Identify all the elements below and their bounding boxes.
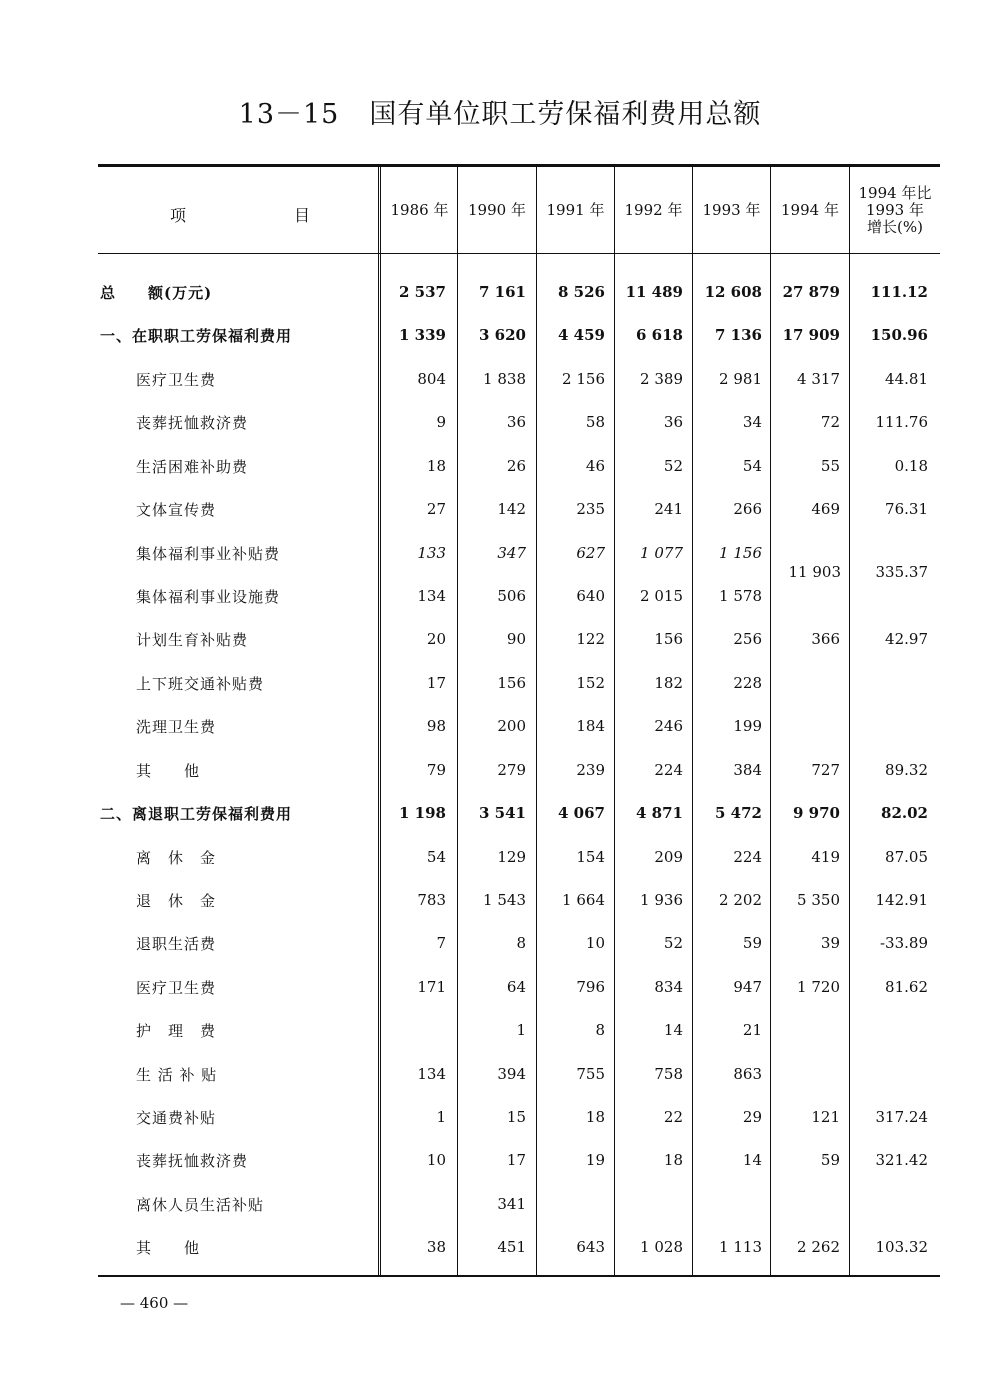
table-row (98, 541, 940, 565)
header-growth (850, 167, 940, 253)
table-cell: 321.42 (875, 1151, 928, 1169)
table-cell: 98 (426, 717, 446, 735)
header-year-1990: 1990 年 (468, 200, 526, 219)
table-cell: 22 (663, 1108, 683, 1126)
row-label: 集体福利事业补贴费 (136, 545, 281, 563)
table-cell: 39 (820, 934, 840, 952)
table-cell: 54 (742, 457, 762, 475)
table-cell: 10 (426, 1151, 446, 1169)
table-row (98, 888, 940, 912)
table-title: 国有单位职工劳保福利费用总额 (369, 99, 762, 130)
row-label: 医疗卫生费 (136, 371, 217, 389)
table-cell: 36 (663, 413, 683, 431)
table-cell: 863 (733, 1065, 762, 1083)
table-row (98, 845, 940, 869)
row-label: 其 他 (136, 762, 201, 780)
page-number: — 460 — (120, 1294, 189, 1312)
row-label: 生 活 补 贴 (136, 1066, 218, 1084)
row-label: 医疗卫生费 (136, 979, 217, 997)
table-cell: 58 (585, 413, 605, 431)
row-label: 丧葬抚恤救济费 (136, 414, 249, 432)
table-cell: 1 113 (719, 1238, 762, 1256)
table-cell: 129 (497, 848, 526, 866)
table-cell: 1 578 (719, 587, 762, 605)
table-cell: 156 (654, 630, 683, 648)
table-cell: 9 970 (793, 804, 840, 822)
table-cell: 727 (811, 761, 840, 779)
row-label: 文体宣传费 (136, 501, 217, 519)
table-cell: 783 (417, 891, 446, 909)
table-row (98, 627, 940, 651)
table-cell: 8 (516, 934, 526, 952)
page-title (0, 92, 1000, 131)
table-cell: 171 (417, 978, 446, 996)
table-cell: 36 (506, 413, 526, 431)
table-row (98, 975, 940, 999)
table-cell: 133 (417, 544, 446, 562)
table-cell: 224 (733, 848, 762, 866)
table-cell: 755 (576, 1065, 605, 1083)
table-cell: 256 (733, 630, 762, 648)
header-item-right: 目 (294, 206, 311, 225)
row-label: 洗理卫生费 (136, 718, 217, 736)
table-cell: 4 317 (797, 370, 840, 388)
table-cell: 182 (654, 674, 683, 692)
table-cell: 239 (576, 761, 605, 779)
table-cell: 1 (516, 1021, 526, 1039)
table-cell: 52 (663, 457, 683, 475)
row-label: 离 休 金 (136, 849, 217, 867)
table-cell: 81.62 (885, 978, 928, 996)
table-cell: 4 067 (558, 804, 605, 822)
table-cell: 15 (506, 1108, 526, 1126)
table-cell: 27 879 (782, 283, 840, 301)
table-cell: 14 (742, 1151, 762, 1169)
table-cell: 209 (654, 848, 683, 866)
table-cell: 20 (426, 630, 446, 648)
table-cell: 121 (811, 1108, 840, 1126)
table-cell: 154 (576, 848, 605, 866)
table-cell: 76.31 (885, 500, 928, 518)
table-cell: 72 (820, 413, 840, 431)
table-cell: 184 (576, 717, 605, 735)
table-cell: 87.05 (885, 848, 928, 866)
table-cell: 241 (654, 500, 683, 518)
table-cell: 4 871 (636, 804, 683, 822)
table-cell: 59 (820, 1151, 840, 1169)
row-label: 交通费补贴 (136, 1109, 217, 1127)
table-cell: 947 (733, 978, 762, 996)
table-row (98, 280, 940, 304)
table-cell: 42.97 (885, 630, 928, 648)
table-row (98, 454, 940, 478)
table-cell: 5 472 (715, 804, 762, 822)
table-cell: 1 543 (483, 891, 526, 909)
table-row (98, 1062, 940, 1086)
table-row (98, 931, 940, 955)
table-cell: 82.02 (881, 804, 928, 822)
table-cell: 18 (426, 457, 446, 475)
table-row (98, 410, 940, 434)
table-cell: 103.32 (875, 1238, 928, 1256)
table-cell: 2 537 (399, 283, 446, 301)
table-cell: 150.96 (870, 326, 928, 344)
table-cell: 1 (436, 1108, 446, 1126)
merged-value-1994: 11 903 (788, 563, 841, 581)
table-cell: 341 (497, 1195, 526, 1213)
table-cell: 2 015 (640, 587, 683, 605)
table-row (98, 367, 940, 391)
table-cell: 2 262 (797, 1238, 840, 1256)
table-cell: 1 664 (562, 891, 605, 909)
table-number: 13－15 (238, 99, 340, 130)
table-row (98, 1148, 940, 1172)
row-label: 上下班交通补贴费 (136, 675, 265, 693)
table-cell: 14 (663, 1021, 683, 1039)
table-cell: 54 (426, 848, 446, 866)
table-cell: 11 489 (625, 283, 683, 301)
table-cell: 224 (654, 761, 683, 779)
table-cell: 7 161 (479, 283, 526, 301)
table-cell: 142.91 (875, 891, 928, 909)
table-cell: 89.32 (885, 761, 928, 779)
table-row (98, 801, 940, 825)
table-cell: 2 202 (719, 891, 762, 909)
table-cell: 152 (576, 674, 605, 692)
table-cell: 1 339 (399, 326, 446, 344)
table-cell: 3 620 (479, 326, 526, 344)
header-growth-line: 1994 年比 (858, 183, 932, 202)
header-year-1991: 1991 年 (546, 200, 605, 219)
table-row (98, 1018, 940, 1042)
table-cell: 228 (733, 674, 762, 692)
table-row (98, 758, 940, 782)
header-item (98, 167, 378, 253)
table-cell: 506 (497, 587, 526, 605)
row-label: 退职生活费 (136, 935, 217, 953)
header-year-1986: 1986 年 (390, 200, 449, 219)
table-cell: 29 (742, 1108, 762, 1126)
header-growth-line: 1993 年 (866, 200, 924, 219)
table-cell: 122 (576, 630, 605, 648)
row-label: 离休人员生活补贴 (136, 1196, 265, 1214)
table-cell: 142 (497, 500, 526, 518)
table-cell: 7 (436, 934, 446, 952)
table-cell: 134 (417, 1065, 446, 1083)
table-cell: 8 526 (558, 283, 605, 301)
table-cell: 64 (506, 978, 526, 996)
table-cell: 317.24 (875, 1108, 928, 1126)
table-cell: 46 (585, 457, 605, 475)
table-header-rule (98, 253, 940, 254)
row-label: 丧葬抚恤救济费 (136, 1152, 249, 1170)
table-cell: 17 (506, 1151, 526, 1169)
table-cell: 1 838 (483, 370, 526, 388)
table-cell: -33.89 (879, 934, 928, 952)
table-cell: 8 (595, 1021, 605, 1039)
table-row (98, 1192, 940, 1216)
table-cell: 2 389 (640, 370, 683, 388)
table-cell: 21 (742, 1021, 762, 1039)
table-cell: 18 (585, 1108, 605, 1126)
table-row (98, 671, 940, 695)
table-row (98, 584, 940, 608)
table-cell: 235 (576, 500, 605, 518)
header-year-1994: 1994 年 (781, 200, 839, 219)
table-cell: 246 (654, 717, 683, 735)
row-label: 集体福利事业设施费 (136, 588, 281, 606)
table-cell: 17 (426, 674, 446, 692)
table-cell: 38 (426, 1238, 446, 1256)
table-cell: 0.18 (894, 457, 928, 475)
header-year-1993: 1993 年 (702, 200, 761, 219)
table-cell: 7 136 (715, 326, 762, 344)
table-row (98, 1105, 940, 1129)
table-cell: 34 (742, 413, 762, 431)
row-label: 总 额(万元) (100, 284, 213, 302)
header-growth-line: 增长(%) (867, 217, 923, 236)
table-cell: 758 (654, 1065, 683, 1083)
table-cell: 796 (576, 978, 605, 996)
table-row (98, 497, 940, 521)
table-cell: 804 (417, 370, 446, 388)
table-cell: 2 981 (719, 370, 762, 388)
row-label: 一、在职职工劳保福利费用 (100, 327, 293, 345)
table-cell: 1 936 (640, 891, 683, 909)
table-cell: 12 608 (704, 283, 762, 301)
table-cell: 469 (811, 500, 840, 518)
table-row (98, 714, 940, 738)
table-cell: 6 618 (636, 326, 683, 344)
table-cell: 627 (576, 544, 605, 562)
table-cell: 79 (426, 761, 446, 779)
table-cell: 19 (585, 1151, 605, 1169)
merged-growth: 335.37 (875, 563, 928, 581)
table-row (98, 1235, 940, 1259)
table-cell: 834 (654, 978, 683, 996)
table-cell: 5 350 (797, 891, 840, 909)
header-item-left: 项 (170, 206, 187, 225)
table-cell: 111.76 (875, 413, 928, 431)
table-cell: 90 (506, 630, 526, 648)
row-label: 二、离退职工劳保福利费用 (100, 805, 293, 823)
table-cell: 111.12 (870, 283, 928, 301)
table-cell: 366 (811, 630, 840, 648)
table-cell: 199 (733, 717, 762, 735)
table-cell: 52 (663, 934, 683, 952)
table-row (98, 323, 940, 347)
table-cell: 27 (426, 500, 446, 518)
statistics-table (98, 164, 940, 1277)
table-cell: 9 (436, 413, 446, 431)
table-cell: 643 (576, 1238, 605, 1256)
row-label: 退 休 金 (136, 892, 217, 910)
table-cell: 17 909 (782, 326, 840, 344)
row-label: 其 他 (136, 1239, 201, 1257)
table-cell: 419 (811, 848, 840, 866)
table-cell: 44.81 (885, 370, 928, 388)
table-cell: 640 (576, 587, 605, 605)
table-cell: 18 (663, 1151, 683, 1169)
table-cell: 55 (820, 457, 840, 475)
table-cell: 1 156 (719, 544, 762, 562)
table-cell: 3 541 (479, 804, 526, 822)
table-cell: 279 (497, 761, 526, 779)
table-cell: 26 (506, 457, 526, 475)
table-cell: 59 (742, 934, 762, 952)
table-cell: 4 459 (558, 326, 605, 344)
header-year-1992: 1992 年 (624, 200, 683, 219)
table-cell: 384 (733, 761, 762, 779)
table-cell: 1 028 (640, 1238, 683, 1256)
table-cell: 347 (497, 544, 526, 562)
table-cell: 1 198 (399, 804, 446, 822)
table-cell: 200 (497, 717, 526, 735)
table-cell: 10 (585, 934, 605, 952)
table-cell: 394 (497, 1065, 526, 1083)
table-bottom-rule (98, 1275, 940, 1277)
table-cell: 2 156 (562, 370, 605, 388)
row-label: 护 理 费 (136, 1022, 217, 1040)
row-label: 计划生育补贴费 (136, 631, 249, 649)
table-cell: 1 720 (797, 978, 840, 996)
table-cell: 134 (417, 587, 446, 605)
table-cell: 266 (733, 500, 762, 518)
row-label: 生活困难补助费 (136, 458, 249, 476)
table-cell: 1 077 (640, 544, 683, 562)
table-cell: 451 (497, 1238, 526, 1256)
table-cell: 156 (497, 674, 526, 692)
